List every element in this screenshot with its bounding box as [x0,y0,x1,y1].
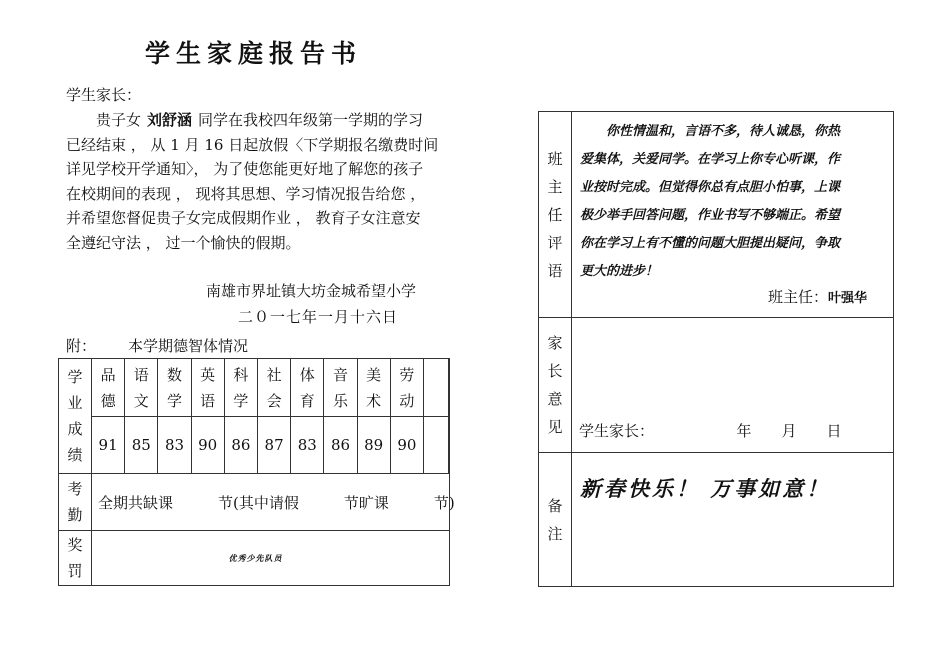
subject-label: 语 文 [133,365,149,410]
parent-opinion-label-cell [539,318,572,453]
reward-cell [92,531,449,585]
letter-line-3: 详见学校开学通知〉， 为了使您能更好地了解您的孩子 [66,160,424,178]
teacher-comment-line: 业按时完成。但觉得你总有点胆小怕事，上课 [580,180,841,195]
attendance-text: 全期共缺课 节(其中请假 节旷课 节) [98,493,455,512]
subject-label: 数 学 [166,365,182,410]
academic-label-cell [59,359,92,474]
academic-label: 学 业 成 绩 [67,368,83,464]
subject-label: 科 学 [233,365,249,410]
comment-table [538,111,894,587]
reward-label-cell [59,531,92,585]
score-value: 90 [198,436,218,454]
letter-body [66,108,450,255]
letter-line-6: 全遵纪守法 ， 过一个愉快的假期。 [66,233,301,252]
attendance-cell [92,474,455,531]
teacher-comment-line: 你性情温和，言语不多，待人诚恳，你热 [580,124,841,139]
letter-line-1-post: 同学在我校四年级第一学期的学习 [198,111,424,129]
subject-label: 社 会 [266,365,282,410]
score-cell [391,417,424,474]
letter-date: 二０一七年一月十六日 [238,308,399,326]
salutation: 学生家长： [66,86,142,104]
remark-cell [572,453,893,586]
score-value: 89 [364,436,384,454]
teacher-comment-line: 更大的进步！ [580,264,659,279]
teacher-comment-label-cell [539,112,572,318]
score-value: 90 [397,436,417,454]
letter-line-1-pre: 贵子女 [96,111,142,129]
subject-label: 美 术 [366,365,382,410]
student-name: 刘舒涵 [147,111,193,129]
subject-cell [158,359,191,417]
subject-cell [225,359,258,417]
teacher-name: 叶强华 [828,291,868,306]
teacher-comment [580,118,890,286]
subject-label: 体 育 [299,365,315,410]
score-value: 86 [330,436,351,454]
subject-label: 劳 动 [399,365,415,410]
score-value: 83 [164,436,185,454]
score-cell [358,417,391,474]
score-cell [258,417,291,474]
attendance-label: 考 勤 [67,480,83,524]
parent-opinion-cell [572,318,893,453]
score-cell [225,417,258,474]
teacher-comment-line: 极少举手回答问题，作业书写不够端正。希望 [580,208,841,223]
teacher-signature [768,286,867,307]
letter-line-4: 在校期间的表现 ， 现将其思想、学习情况报告给您 ， [66,184,426,203]
subject-cell [324,359,357,417]
attendance-label-cell [59,474,92,531]
score-cell [192,417,225,474]
subject-cell [258,359,291,417]
subject-label: 品 德 [100,365,116,410]
subject-label: 英 语 [200,365,216,410]
score-value: 87 [264,436,284,454]
score-value: 85 [131,436,151,454]
parent-signature-line: 学生家长： 年 月 日 [579,422,842,440]
remark-text: 新春快乐！ 万事如意！ [580,476,831,501]
appendix-title: 本学期德智体情况 [128,337,249,355]
teacher-comment-cell [572,112,893,318]
score-cell [291,417,324,474]
teacher-comment-line: 你在学习上有不懂的问题大胆提出疑问，争取 [580,236,841,251]
reward-label: 奖 罚 [67,536,83,580]
score-cell [324,417,357,474]
score-cell [158,417,191,474]
school-name: 南雄市界址镇大坊金城希望小学 [206,282,417,300]
score-value: 83 [297,436,317,454]
score-cell [92,417,125,474]
score-cell [125,417,158,474]
subject-cell [291,359,324,417]
letter-line-2: 已经结束 ， 从 1 月 16 日起放假〈下学期报名缴费时间 [66,135,439,154]
subject-cell [192,359,225,417]
remark-label-cell [539,453,572,586]
appendix-label: 附： [66,337,97,355]
reward-text: 优秀少先队员 [228,552,283,563]
page-title: 学生家庭报告书 [145,39,363,68]
subject-cell-empty [424,359,449,417]
score-cell-empty [424,417,449,474]
subject-cell [125,359,158,417]
subject-label: 音 乐 [332,365,348,410]
grades-table [58,358,455,586]
subject-cell [358,359,391,417]
letter-line-5: 并希望您督促贵子女完成假期作业 ， 教育子女注意安 [66,209,421,227]
teacher-sign-label: 班主任： [768,288,829,306]
remark-label: 备 注 [547,496,563,543]
teacher-comment-label: 班 主 任 评 语 [547,149,563,280]
subject-cell [92,359,125,417]
teacher-comment-line: 爱集体，关爱同学。在学习上你专心听课，作 [580,152,841,167]
letter-line-1 [66,108,450,133]
score-value: 86 [231,436,251,454]
parent-opinion-label: 家 长 意 见 [547,334,563,436]
subject-cell [391,359,424,417]
score-value: 91 [98,436,118,454]
